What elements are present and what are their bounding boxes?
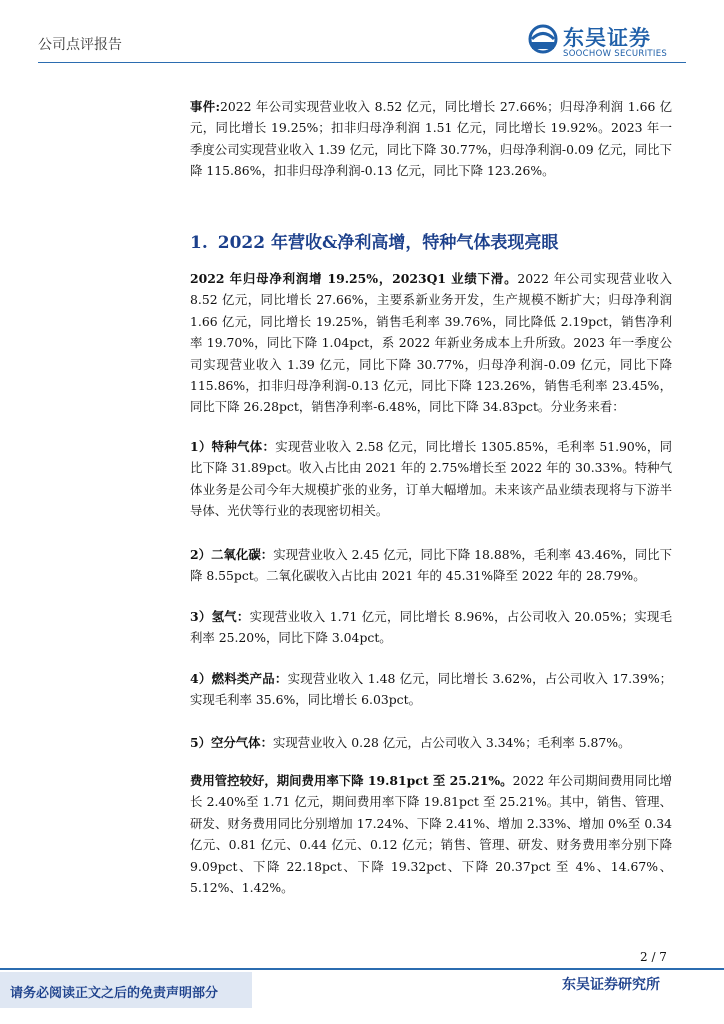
summary-paragraph — [190, 268, 672, 418]
summary-text: 2022 年公司实现营业收入 8.52 亿元，同比增长 27.66%，主要系新业务开发，生产规模不断扩大；归母净利润 1.66 亿元，同比增长 19.25%，销售毛利率 39.76%，同比降低 2.19pct，销售净利率 19.70%，同比下降 1.04pct，系 2022 年新业务成本上升所致。2023 年一季度公司实现营业收入 1.39 亿元，同比下降 30.77%，归母净利润-0.09 亿元，同比下降 115.86%，扣非归母净利润-0.13 亿元，同比下降 123.26%，销售毛利率 23.45%，同比下降 26.28pct，销售净利率-6.48%，同比下降 34.83pct。分业务来看： — [190, 271, 672, 415]
research-institute-name: 东吴证券研究所 — [562, 977, 660, 993]
segment-label: 2）二氧化碳： — [190, 547, 274, 562]
section-title: 2022 年营收&净利高增，特种气体表现亮眼 — [217, 233, 559, 253]
segment-text: 实现营业收入 0.28 亿元，占公司收入 3.34%；毛利率 5.87%。 — [272, 735, 631, 750]
footer-divider — [0, 968, 724, 970]
segment-text: 实现营业收入 1.71 亿元，同比增长 8.96%，占公司收入 20.05%；实现毛利率 25.20%，同比下降 3.04pct。 — [190, 609, 673, 646]
disclaimer-text: 请务必阅读正文之后的免责声明部分 — [10, 986, 219, 1001]
segment-text: 实现营业收入 1.48 亿元，同比增长 3.62%，占公司收入 17.39%；实现毛利率 35.6%，同比增长 6.03pct。 — [190, 671, 672, 708]
segment-label: 1）特种气体： — [190, 439, 276, 454]
segment-label: 5）空分气体： — [190, 735, 273, 750]
section-number: 1. — [190, 233, 208, 253]
logo-mark-icon — [528, 24, 558, 54]
logo-english-name: SOOCHOW SECURITIES — [563, 49, 668, 59]
expense-label: 费用管控较好，期间费用率下降 19.81pct 至 25.21%。 — [190, 773, 513, 788]
section-heading — [190, 228, 558, 253]
segment-hydrogen — [190, 606, 672, 649]
segment-air-separation — [190, 732, 672, 753]
expense-text: 2022 年公司期间费用同比增长 2.40%至 1.71 亿元，期间费用率下降 19.81pct 至 25.21%。其中，销售、管理、研发、财务费用同比分别增加 17.24%、下降 2.41%、增加 2.33%、增加 0%至 0.34 亿元、0.81 亿元、0.44 亿元、0.12 亿元；销售、管理、研发、财务费用率分别下降 9.09pct、下降 22.18pct、下降 19.32pct、下降 20.37pct 至 4%、14.67%、5.12%、1.42%。 — [190, 773, 672, 896]
logo-chinese-name: 东吴证券 — [563, 26, 651, 50]
company-logo — [528, 20, 678, 64]
header-divider — [38, 62, 686, 63]
segment-label: 3）氢气： — [190, 609, 250, 624]
disclaimer-banner — [0, 972, 252, 1008]
segment-special-gas — [190, 436, 672, 522]
summary-label: 2022 年归母净利润增 19.25%，2023Q1 业绩下滑。 — [190, 271, 518, 286]
expense-paragraph — [190, 770, 672, 898]
report-type-label: 公司点评报告 — [38, 37, 122, 53]
page-number: 2 / 7 — [640, 950, 667, 964]
segment-text: 实现营业收入 2.45 亿元，同比下降 18.88%，毛利率 43.46%，同比下降 8.55pct。二氧化碳收入占比由 2021 年的 45.31%降至 2022 年的 28.79%。 — [190, 547, 672, 584]
segment-fuel — [190, 668, 672, 711]
segment-co2 — [190, 544, 672, 587]
event-label: 事件: — [190, 99, 221, 114]
segment-text: 实现营业收入 2.58 亿元，同比增长 1305.85%，毛利率 51.90%，同比下降 31.89pct。收入占比由 2021 年的 2.75%增长至 2022 年的 30.33%。特种气体业务是公司今年大规模扩张的业务，订单大幅增加。未来该产品业绩表现将与下游半导体、光伏等行业的表现密切相关。 — [190, 439, 672, 519]
event-text: 2022 年公司实现营业收入 8.52 亿元，同比增长 27.66%；归母净利润 1.66 亿元，同比增长 19.25%；扣非归母净利润 1.51 亿元，同比增长 19.92%。2023 年一季度公司实现营业收入 1.39 亿元，同比下降 30.77%，归母净利润-0.09 亿元，同比下降 115.86%，扣非归母净利润-0.13 亿元，同比下降 123.26%。 — [190, 99, 672, 179]
segment-label: 4）燃料类产品： — [190, 671, 288, 686]
event-paragraph — [190, 96, 672, 182]
